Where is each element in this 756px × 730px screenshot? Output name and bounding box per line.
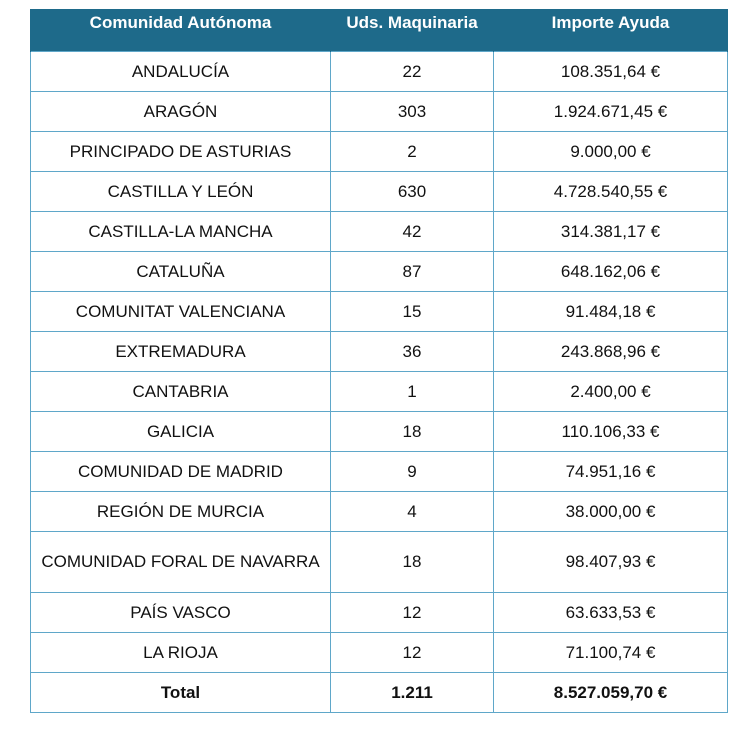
cell-comunidad: COMUNITAT VALENCIANA xyxy=(31,291,331,331)
header-comunidad: Comunidad Autónoma xyxy=(31,9,331,51)
total-unidades: 1.211 xyxy=(331,672,494,712)
table-row xyxy=(31,251,728,291)
table-row xyxy=(31,291,728,331)
cell-comunidad: PAÍS VASCO xyxy=(31,592,331,632)
table-row xyxy=(31,91,728,131)
cell-unidades: 42 xyxy=(331,211,494,251)
cell-importe: 71.100,74 € xyxy=(494,632,728,672)
cell-importe: 63.633,53 € xyxy=(494,592,728,632)
table-row xyxy=(31,131,728,171)
cell-unidades: 18 xyxy=(331,531,494,592)
table-row xyxy=(31,592,728,632)
cell-comunidad: CASTILLA Y LEÓN xyxy=(31,171,331,211)
table-row xyxy=(31,51,728,91)
cell-comunidad: EXTREMADURA xyxy=(31,331,331,371)
cell-importe: 314.381,17 € xyxy=(494,211,728,251)
header-unidades: Uds. Maquinaria xyxy=(331,9,494,51)
table-row xyxy=(31,411,728,451)
cell-importe: 243.868,96 € xyxy=(494,331,728,371)
cell-importe: 9.000,00 € xyxy=(494,131,728,171)
table-row xyxy=(31,171,728,211)
cell-unidades: 1 xyxy=(331,371,494,411)
cell-importe: 1.924.671,45 € xyxy=(494,91,728,131)
table-header-row xyxy=(31,9,728,51)
cell-unidades: 9 xyxy=(331,451,494,491)
cell-comunidad: GALICIA xyxy=(31,411,331,451)
cell-unidades: 630 xyxy=(331,171,494,211)
data-table-container xyxy=(30,9,727,713)
cell-comunidad: REGIÓN DE MURCIA xyxy=(31,491,331,531)
total-importe: 8.527.059,70 € xyxy=(494,672,728,712)
cell-importe: 4.728.540,55 € xyxy=(494,171,728,211)
cell-unidades: 2 xyxy=(331,131,494,171)
table-row xyxy=(31,531,728,592)
table-row xyxy=(31,331,728,371)
cell-comunidad: COMUNIDAD FORAL DE NAVARRA xyxy=(31,531,331,592)
cell-unidades: 12 xyxy=(331,592,494,632)
cell-importe: 648.162,06 € xyxy=(494,251,728,291)
cell-importe: 38.000,00 € xyxy=(494,491,728,531)
cell-unidades: 15 xyxy=(331,291,494,331)
cell-unidades: 36 xyxy=(331,331,494,371)
cell-importe: 2.400,00 € xyxy=(494,371,728,411)
header-importe: Importe Ayuda xyxy=(494,9,728,51)
cell-importe: 74.951,16 € xyxy=(494,451,728,491)
cell-unidades: 87 xyxy=(331,251,494,291)
cell-importe: 108.351,64 € xyxy=(494,51,728,91)
cell-importe: 91.484,18 € xyxy=(494,291,728,331)
cell-unidades: 12 xyxy=(331,632,494,672)
cell-comunidad: COMUNIDAD DE MADRID xyxy=(31,451,331,491)
cell-comunidad: PRINCIPADO DE ASTURIAS xyxy=(31,131,331,171)
table-row xyxy=(31,211,728,251)
cell-unidades: 22 xyxy=(331,51,494,91)
table-row xyxy=(31,451,728,491)
cell-unidades: 303 xyxy=(331,91,494,131)
table-row xyxy=(31,632,728,672)
cell-importe: 98.407,93 € xyxy=(494,531,728,592)
cell-unidades: 18 xyxy=(331,411,494,451)
total-row xyxy=(31,672,728,712)
total-label: Total xyxy=(31,672,331,712)
machinery-aid-table xyxy=(30,9,728,713)
cell-comunidad: CASTILLA-LA MANCHA xyxy=(31,211,331,251)
cell-unidades: 4 xyxy=(331,491,494,531)
cell-comunidad: LA RIOJA xyxy=(31,632,331,672)
cell-comunidad: CATALUÑA xyxy=(31,251,331,291)
table-row xyxy=(31,371,728,411)
cell-comunidad: ANDALUCÍA xyxy=(31,51,331,91)
cell-comunidad: CANTABRIA xyxy=(31,371,331,411)
table-row xyxy=(31,491,728,531)
cell-comunidad: ARAGÓN xyxy=(31,91,331,131)
cell-importe: 110.106,33 € xyxy=(494,411,728,451)
